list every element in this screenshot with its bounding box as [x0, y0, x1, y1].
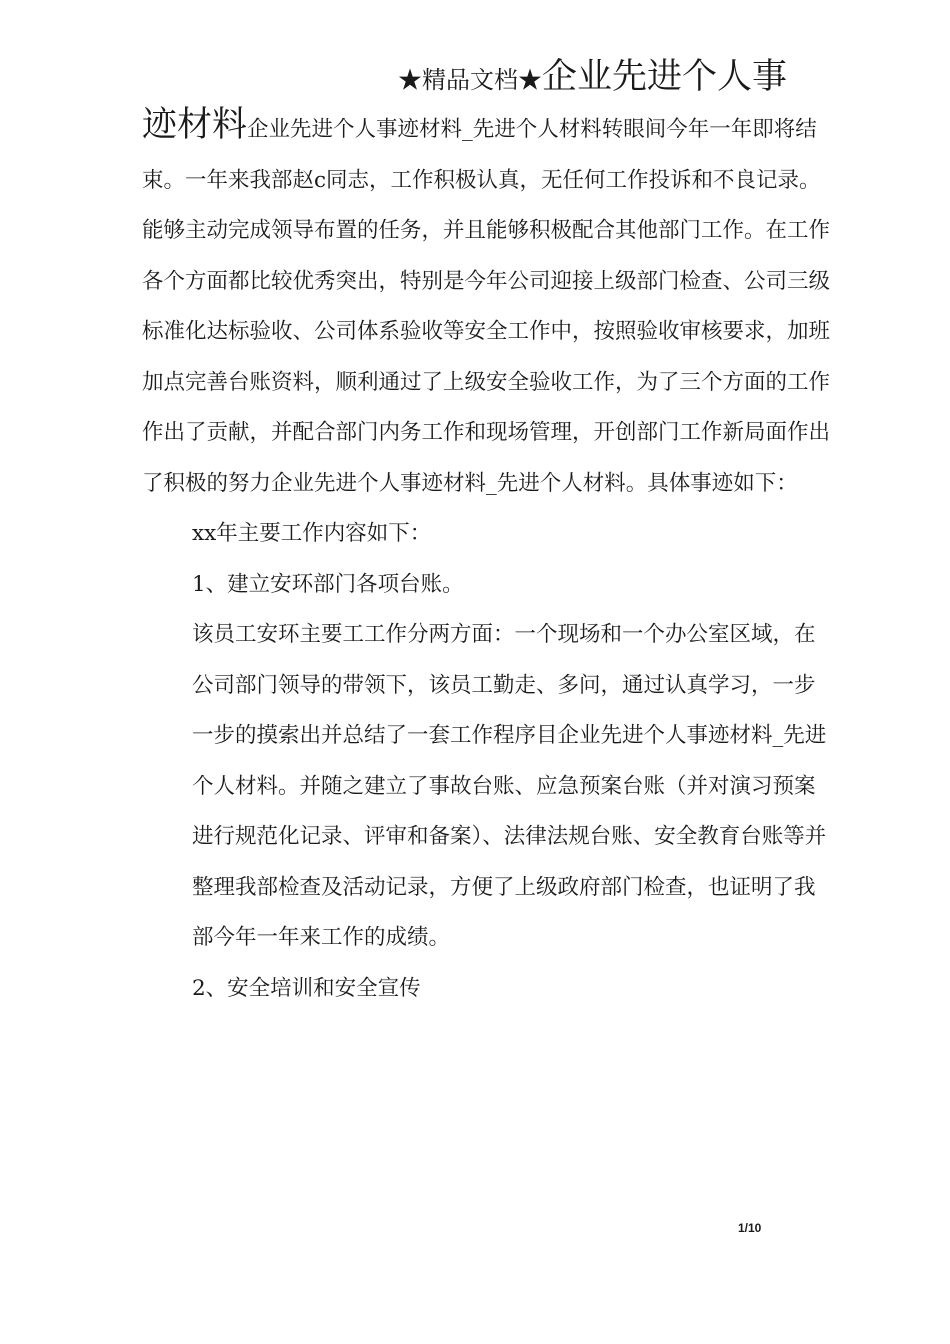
paragraph-5: 2、安全培训和安全宣传: [192, 975, 421, 1001]
document-title-part2: 迹材料: [142, 105, 248, 145]
document-body: [142, 100, 832, 1014]
header-badge: ★精品文档★: [398, 66, 542, 94]
paragraph-1: [142, 100, 832, 509]
paragraph-2: xx年主要工作内容如下：: [192, 521, 432, 546]
paragraph-3: 1、建立安环部门各项台账。: [192, 571, 464, 597]
document-title-part1: 企业先进个人事: [542, 57, 788, 97]
paragraph-4: 该员工安环主要工工作分两方面：一个现场和一个办公室区域，在公司部门领导的带领下，该员工勤走、多问，通过认真学习，一步一步的摸索出并总结了一套工作程序目企业先进个人事迹材料_先进个人材料。并随之建立了事故台账、应急预案台账（并对演习预案进行规范化记录、评审和备案）、法律法规台账、安全教育台账等并整理我部检查及活动记录，方便了上级政府部门检查，也证明了我部今年一年来工作的成绩。: [192, 622, 827, 950]
page-number: 1/10: [738, 1221, 762, 1235]
paragraph-1-text: 企业先进个人事迹材料_先进个人材料转眼间今年一年即将结束。一年来我部赵c同志，工作积极认真，无任何工作投诉和不良记录。能够主动完成领导布置的任务，并且能够积极配合其他部门工作。在工作各个方面都比较优秀突出，特别是今年公司迎接上级部门检查、公司三级标准化达标验收、公司体系验收等安全工作中，按照验收审核要求，加班加点完善台账资料，顺利通过了上级安全验收工作，为了三个方面的工作作出了贡献，并配合部门内务工作和现场管理，开创部门工作新局面作出了积极的努力企业先进个人事迹材料_先进个人材料。具体事迹如下：: [142, 117, 831, 496]
